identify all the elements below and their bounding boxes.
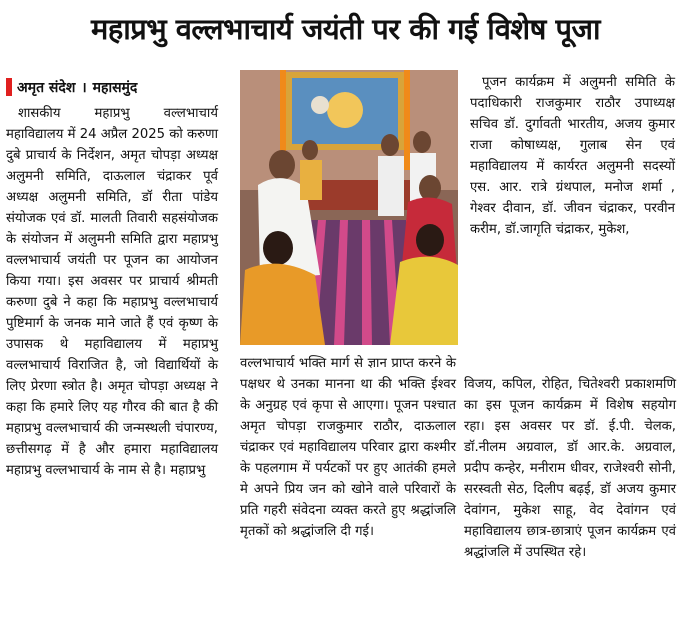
column-2-text: वल्लभाचार्य भक्ति मार्ग से ज्ञान प्राप्त करने के पक्षधर थे उनका मानना था की भक्ति ईश्वर के अनुग्रह एवं कृपा से आएगा। पूजन पश्चात अमृत चोपड़ा राजकुमार राठौर, दाऊलाल चंद्राकर एवं महाविद्यालय परिवार द्वारा कश्मीर के पहलगाम में पर्यटकों पर हुए आतंकी हमले मे अपने प्रिय जन को खोने वाले परिवारों के प्रति गहरी संवेदना व्यक्त करते हुए श्रद्धांजलि मृतकों को श्रद्धांजलि दी गई। bbox=[240, 356, 456, 539]
article-headline: महाप्रभु वल्लभाचार्य जयंती पर की गई विशेष पूजा bbox=[90, 12, 600, 46]
dateline-location: महासमुंद bbox=[92, 79, 138, 96]
newspaper-name: अमृत संदेश bbox=[17, 79, 76, 96]
article-column-1 bbox=[6, 103, 218, 481]
article-column-3-bottom bbox=[464, 374, 676, 563]
article-column-2 bbox=[240, 353, 456, 542]
column-3-top-text: पूजन कार्यक्रम में अलुमनी समिति के पदाधिकारी राजकुमार राठौर उपाध्यक्ष सचिव डॉ. दुर्गावती भारतीय, अजय कुमार राजा कोषाध्यक्ष, गुलाब सेन एवं महाविद्यालय में कार्यरत अलुमनी सदस्यों एस. आर. रात्रे ग्रंथपाल, मनोज शर्मा , गेश्वर दीवान, डॉ. जीवन चंद्राकर, परवीन करीम, डॉ.जागृति चंद्राकर, मुकेश, bbox=[470, 75, 675, 237]
article-column-3-top bbox=[470, 72, 675, 240]
column-3-bottom-text: विजय, कपिल, रोहित, चितेश्वरी प्रकाशमणि का इस पूजन कार्यक्रम में विशेष सहयोग रहा। इस अवसर पर डॉ. ई.पी. चेलक, डॉ.नीलम अग्रवाल, डॉ आर.के. अग्रवाल, प्रदीप कन्हेर, मनीराम धीवर, राजेश्वरी सोनी, सरस्वती सेठ, दिलीप बढ़ई, डॉ अजय कुमार देवांगन, मुकेश साहू, वेद देवांगन एवं महाविद्यालय छात्र-छात्राएं पूजन कार्यक्रम एवं श्रद्धांजलि में उपस्थित रहे। bbox=[464, 377, 676, 560]
accent-bar bbox=[6, 78, 12, 96]
column-1-text: शासकीय महाप्रभु वल्लभाचार्य महाविद्यालय में 24 अप्रैल 2025 को करुणा दुबे प्राचार्य के निर्देशन, अमृत चोपड़ा अध्यक्ष अलुमनी समिति, दाऊलाल चंद्राकर पूर्व अध्यक्ष अलुमनी समिति, डॉ रीता पांडेय संयोजक एवं डॉ. मालती तिवारी सहसंयोजक के संयोजन में अलुमनी समिति द्वारा महाप्रभु वल्लभाचार्य जयंती पर पूजन का आयोजन किया गया। इस अवसर पर प्राचार्य श्रीमती करुणा दुबे ने कहा कि महाप्रभु वल्लभाचार्य पुष्टिमार्ग के जनक माने जाते हैं एवं कृष्ण के उपासक थे महाविद्यालय में महाप्रभु वल्लभाचार्य विराजित है, जो विद्यार्थियों के लिए प्रेरणा स्त्रोत है। अमृत चोपड़ा अध्यक्ष ने कहा कि हमारे लिए यह गौरव की बात है की महाप्रभु वल्लभाचार्य की जन्मस्थली चंपारण्य, छत्तीसगढ़ में है और हमारा महाविद्यालय महाप्रभु वल्लभाचार्य के नाम से है। महाप्रभु bbox=[6, 106, 218, 478]
event-photo bbox=[240, 70, 458, 345]
dateline-separator: । bbox=[81, 79, 87, 96]
dateline bbox=[6, 76, 216, 98]
